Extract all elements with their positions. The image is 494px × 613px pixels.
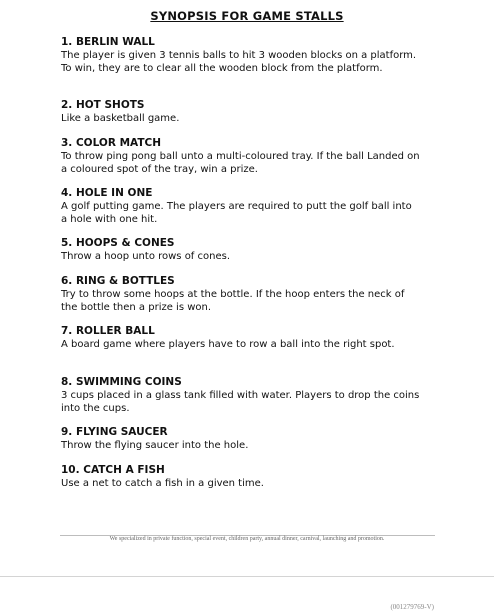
stall-description: 3 cups placed in a glass tank filled with water. Players to drop the coins into the cups.	[61, 390, 420, 414]
stall-heading: 10. CATCH A FISH	[61, 464, 165, 476]
stall-heading: 7. ROLLER BALL	[61, 325, 155, 337]
footer-tagline: We specialized in private function, special event, children party, annual dinner, carnival, launching and promotion.	[109, 536, 385, 542]
stall-item	[61, 36, 421, 75]
stall-item	[61, 376, 421, 415]
stall-heading: 1. BERLIN WALL	[61, 36, 155, 48]
stall-heading: 6. RING & BOTTLES	[61, 275, 175, 287]
stall-item	[61, 187, 421, 226]
page-edge-divider	[0, 576, 494, 577]
stall-heading: 8. SWIMMING COINS	[61, 376, 182, 388]
stall-heading: 2. HOT SHOTS	[61, 99, 145, 111]
stall-description: Throw a hoop unto rows of cones.	[61, 251, 231, 262]
stall-item	[61, 325, 421, 351]
stall-item	[61, 464, 421, 490]
stall-item	[61, 137, 421, 176]
page-title: SYNOPSIS FOR GAME STALLS	[150, 9, 344, 23]
stall-heading: 5. HOOPS & CONES	[61, 237, 175, 249]
stall-description: A board game where players have to row a ball into the right spot.	[61, 339, 395, 350]
stall-description: Try to throw some hoops at the bottle. If the hoop enters the neck of the bottle then a prize is won.	[61, 289, 405, 313]
stall-item	[61, 237, 421, 263]
stall-item	[61, 426, 421, 452]
stall-description: A golf putting game. The players are required to putt the golf ball into a hole with one hit.	[61, 201, 412, 225]
document-reference-number: (001279769-V)	[390, 603, 434, 611]
stall-description: To throw ping pong ball unto a multi-coloured tray. If the ball Landed on a coloured spot of the tray, win a prize.	[61, 151, 420, 175]
stall-item	[61, 275, 421, 314]
stall-heading: 9. FLYING SAUCER	[61, 426, 168, 438]
stall-description: Like a basketball game.	[61, 113, 180, 124]
stall-description: Throw the flying saucer into the hole.	[61, 440, 249, 451]
stall-description: Use a net to catch a fish in a given time.	[61, 478, 264, 489]
stall-heading: 4. HOLE IN ONE	[61, 187, 153, 199]
stall-item	[61, 99, 421, 125]
stall-description: The player is given 3 tennis balls to hit 3 wooden blocks on a platform. To win, they are to clear all the wooden block from the platform.	[61, 50, 417, 74]
stall-heading: 3. COLOR MATCH	[61, 137, 161, 149]
